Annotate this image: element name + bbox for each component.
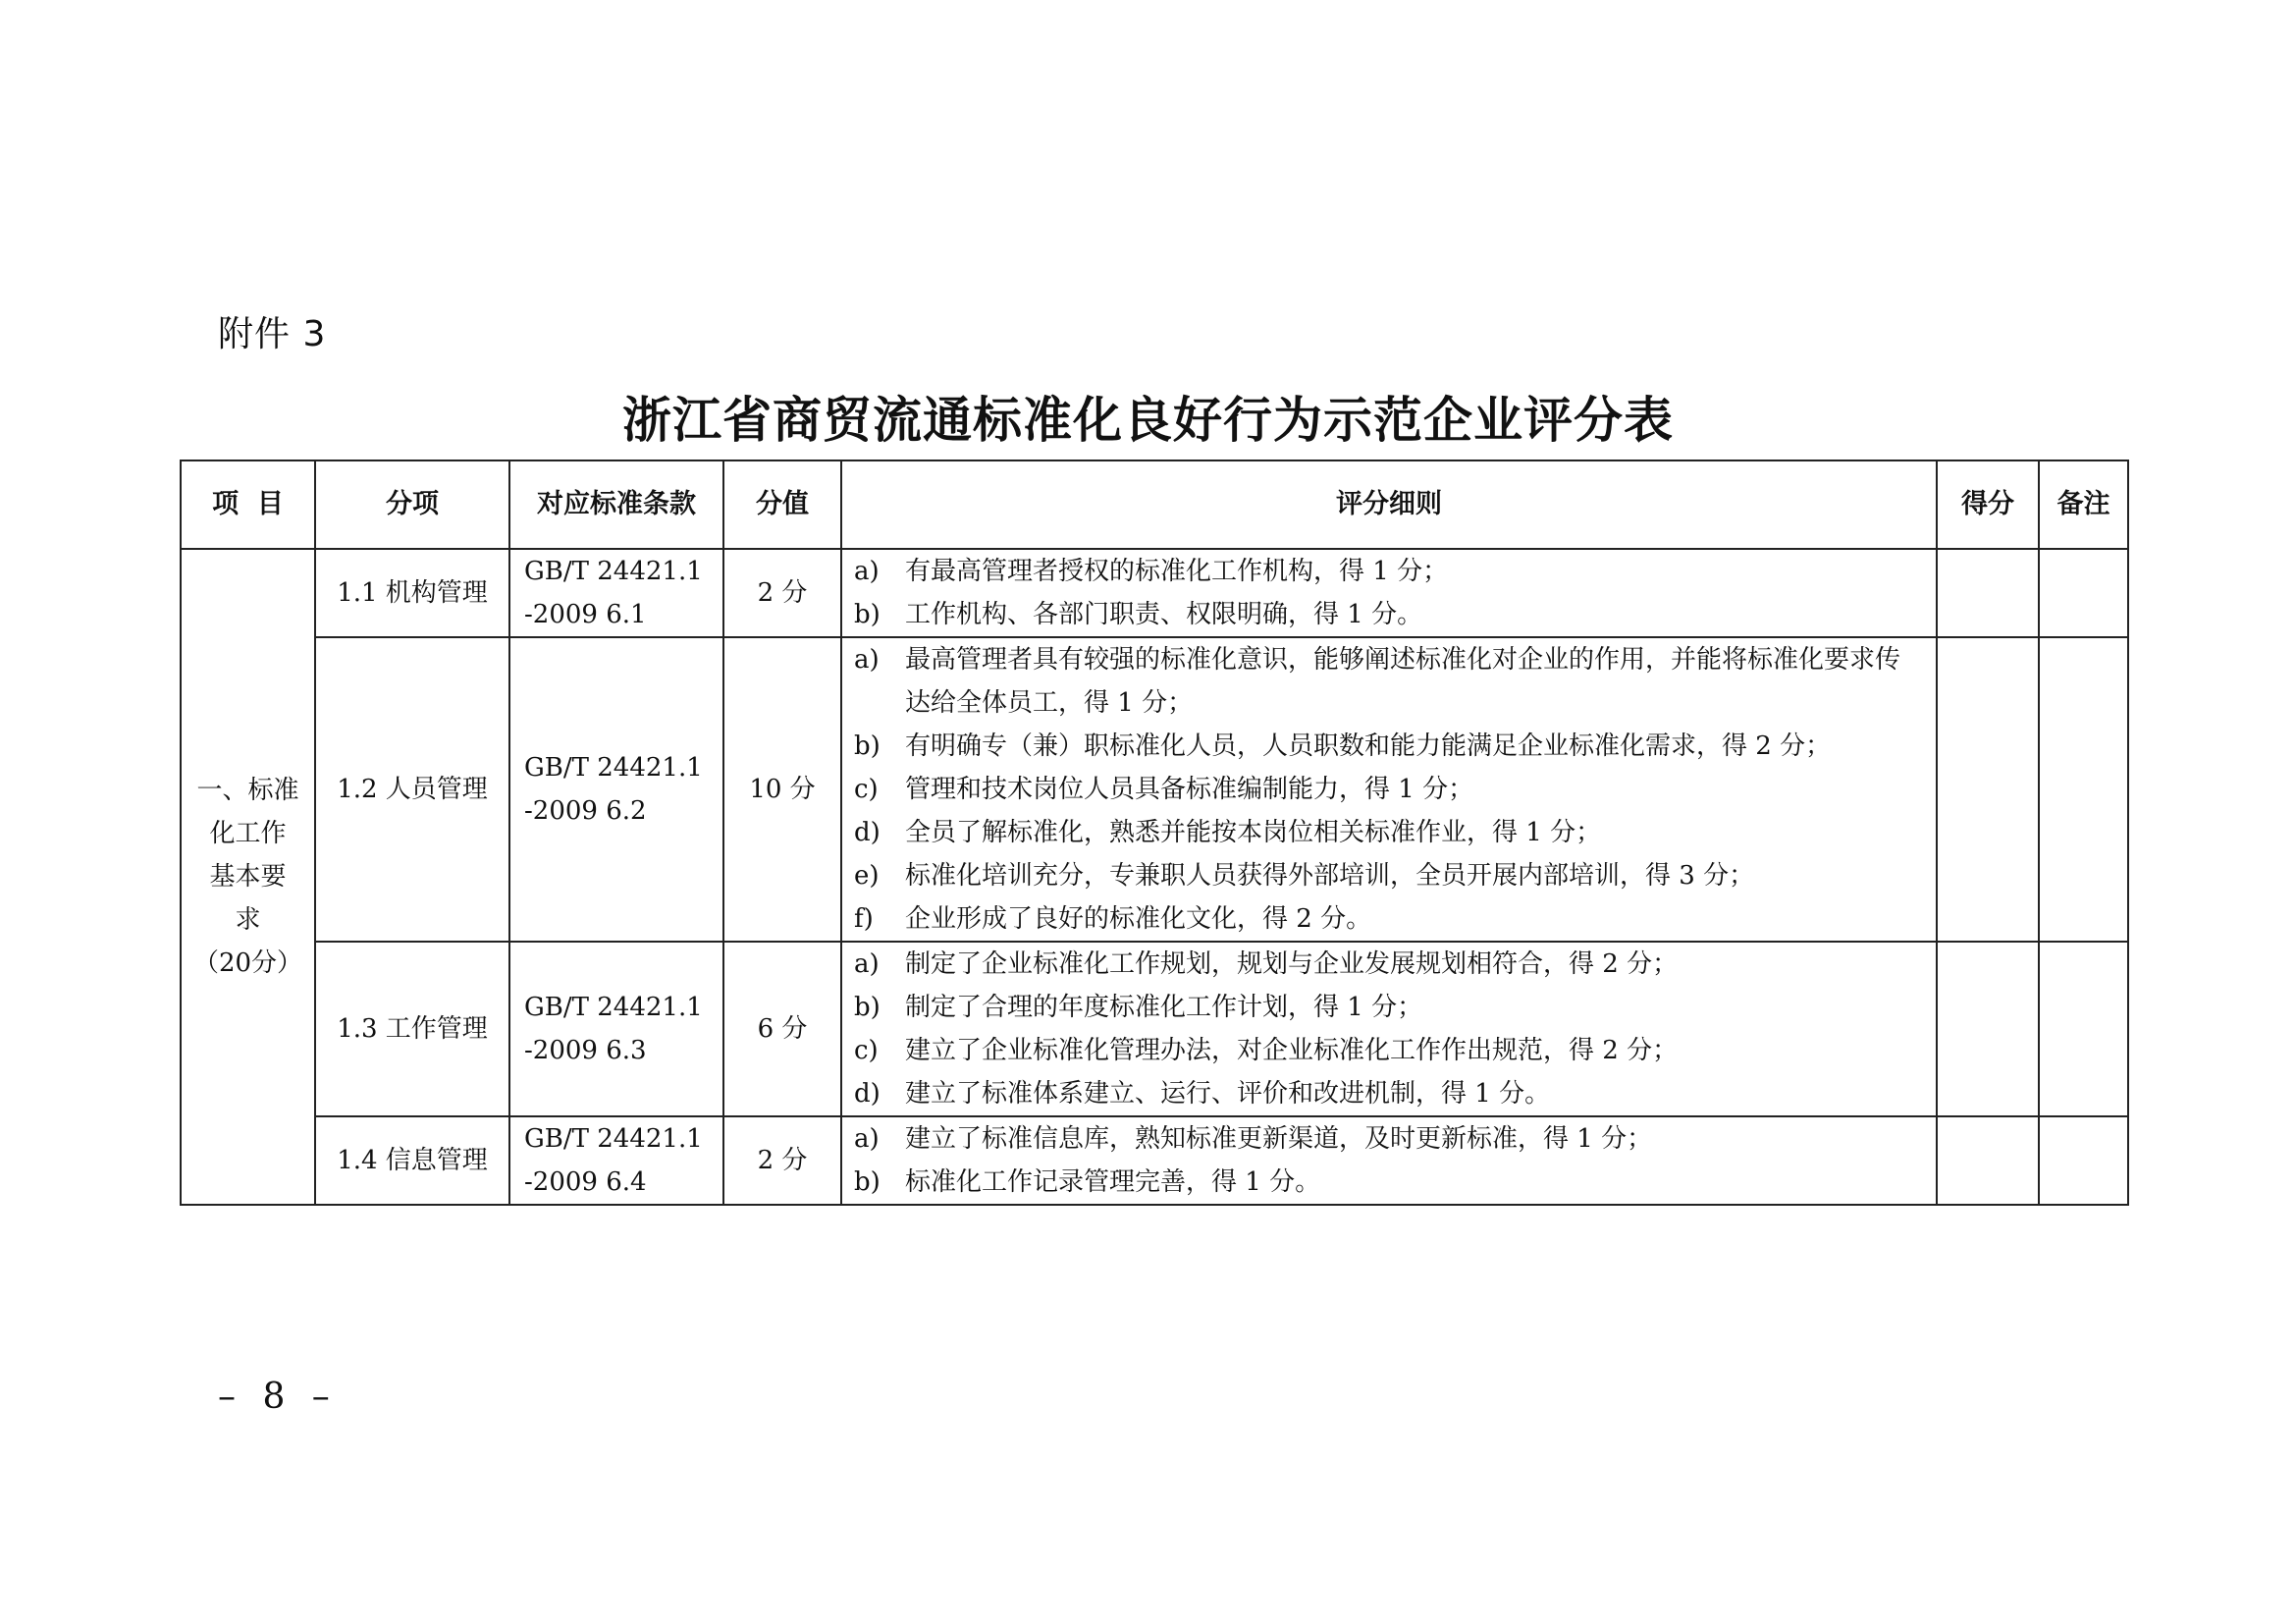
rules-cell bbox=[841, 1116, 1937, 1205]
sub-item-cell: 1.1 机构管理 bbox=[315, 549, 509, 637]
rules-cell bbox=[841, 549, 1937, 637]
points-cell: 6 分 bbox=[723, 942, 841, 1116]
standard-line: -2009 6.1 bbox=[524, 600, 647, 629]
rule-item bbox=[854, 811, 1922, 854]
section-line: 化工作 bbox=[209, 819, 287, 848]
rules-cell bbox=[841, 637, 1937, 942]
standard-cell bbox=[509, 942, 723, 1116]
sub-item-cell: 1.4 信息管理 bbox=[315, 1116, 509, 1205]
rule-text: 全员了解标准化，熟悉并能按本岗位相关标准作业，得 1 分； bbox=[905, 818, 1602, 847]
rule-item bbox=[854, 725, 1922, 768]
rules-cell bbox=[841, 942, 1937, 1116]
rule-text: 标准化工作记录管理完善，得 1 分。 bbox=[905, 1167, 1321, 1197]
rule-text: 建立了标准体系建立、运行、评价和改进机制，得 1 分。 bbox=[905, 1079, 1551, 1109]
scoring-table bbox=[180, 460, 2129, 1206]
table-body bbox=[181, 549, 2128, 1205]
table-header-row bbox=[181, 460, 2128, 549]
rule-item bbox=[854, 897, 1922, 941]
standard-line: GB/T 24421.1 bbox=[524, 753, 703, 783]
rule-label: f) bbox=[854, 904, 874, 934]
rule-label: a) bbox=[854, 645, 880, 675]
rule-text: 工作机构、各部门职责、权限明确，得 1 分。 bbox=[905, 600, 1423, 629]
score-cell[interactable] bbox=[1937, 549, 2039, 637]
standard-line: -2009 6.4 bbox=[524, 1167, 647, 1197]
attachment-label: 附件 3 bbox=[218, 314, 327, 354]
header-points: 分值 bbox=[723, 460, 841, 549]
header-score: 得分 bbox=[1937, 460, 2039, 549]
rule-label: b) bbox=[854, 731, 881, 761]
rule-label: c) bbox=[854, 1036, 879, 1065]
table-row bbox=[181, 549, 2128, 637]
rule-text: 制定了合理的年度标准化工作计划，得 1 分； bbox=[905, 993, 1423, 1022]
rule-item bbox=[854, 1117, 1922, 1161]
standard-line: GB/T 24421.1 bbox=[524, 993, 703, 1022]
rule-label: b) bbox=[854, 1167, 881, 1197]
sub-item-cell: 1.3 工作管理 bbox=[315, 942, 509, 1116]
standard-cell bbox=[509, 637, 723, 942]
rule-text: 有最高管理者授权的标准化工作机构，得 1 分； bbox=[905, 557, 1449, 586]
standard-line: -2009 6.2 bbox=[524, 796, 647, 826]
header-item: 项 目 bbox=[181, 460, 315, 549]
section-line: （20分） bbox=[192, 948, 303, 978]
rule-item bbox=[854, 593, 1922, 636]
points-cell: 2 分 bbox=[723, 1116, 841, 1205]
standard-cell bbox=[509, 1116, 723, 1205]
score-cell[interactable] bbox=[1937, 1116, 2039, 1205]
sub-item-cell: 1.2 人员管理 bbox=[315, 637, 509, 942]
remark-cell[interactable] bbox=[2039, 1116, 2128, 1205]
score-cell[interactable] bbox=[1937, 942, 2039, 1116]
rule-item bbox=[854, 768, 1922, 811]
header-rules: 评分细则 bbox=[841, 460, 1937, 549]
points-cell: 10 分 bbox=[723, 637, 841, 942]
section-cell bbox=[181, 549, 315, 1205]
page-number: – 8 – bbox=[218, 1377, 338, 1417]
rule-text: 建立了标准信息库，熟知标准更新渠道，及时更新标准，得 1 分； bbox=[905, 1124, 1653, 1154]
rule-text: 管理和技术岗位人员具备标准编制能力，得 1 分； bbox=[905, 775, 1474, 804]
rule-item bbox=[854, 986, 1922, 1029]
table-row bbox=[181, 1116, 2128, 1205]
rule-label: b) bbox=[854, 993, 881, 1022]
standard-line: GB/T 24421.1 bbox=[524, 1124, 703, 1154]
rule-item bbox=[854, 550, 1922, 593]
score-cell[interactable] bbox=[1937, 637, 2039, 942]
document-title: 浙江省商贸流通标准化良好行为示范企业评分表 bbox=[622, 391, 1674, 449]
remark-cell[interactable] bbox=[2039, 942, 2128, 1116]
header-standard: 对应标准条款 bbox=[509, 460, 723, 549]
rule-label: a) bbox=[854, 1124, 880, 1154]
rule-text: 最高管理者具有较强的标准化意识，能够阐述标准化对企业的作用，并能将标准化要求传达给全体员工，得 1 分； bbox=[905, 645, 1901, 718]
table-row bbox=[181, 942, 2128, 1116]
rule-text: 有明确专（兼）职标准化人员，人员职数和能力能满足企业标准化需求，得 2 分； bbox=[905, 731, 1832, 761]
rule-item bbox=[854, 1072, 1922, 1115]
rule-label: a) bbox=[854, 557, 880, 586]
standard-line: -2009 6.3 bbox=[524, 1036, 647, 1065]
section-line: 求 bbox=[235, 905, 261, 935]
standard-line: GB/T 24421.1 bbox=[524, 557, 703, 586]
header-remark: 备注 bbox=[2039, 460, 2128, 549]
rule-label: a) bbox=[854, 949, 880, 979]
rule-text: 建立了企业标准化管理办法，对企业标准化工作作出规范，得 2 分； bbox=[905, 1036, 1679, 1065]
rule-label: c) bbox=[854, 775, 879, 804]
remark-cell[interactable] bbox=[2039, 637, 2128, 942]
remark-cell[interactable] bbox=[2039, 549, 2128, 637]
rule-text: 标准化培训充分，专兼职人员获得外部培训，全员开展内部培训，得 3 分； bbox=[905, 861, 1755, 891]
rule-text: 制定了企业标准化工作规划，规划与企业发展规划相符合，得 2 分； bbox=[905, 949, 1679, 979]
rule-item bbox=[854, 1161, 1922, 1204]
rule-label: b) bbox=[854, 600, 881, 629]
header-sub: 分项 bbox=[315, 460, 509, 549]
table-row bbox=[181, 637, 2128, 942]
rule-label: e) bbox=[854, 861, 880, 891]
rule-item bbox=[854, 854, 1922, 897]
rule-item bbox=[854, 943, 1922, 986]
rule-item bbox=[854, 638, 1922, 725]
rule-label: d) bbox=[854, 818, 881, 847]
points-cell: 2 分 bbox=[723, 549, 841, 637]
rule-text: 企业形成了良好的标准化文化，得 2 分。 bbox=[905, 904, 1372, 934]
rule-item bbox=[854, 1029, 1922, 1072]
standard-cell bbox=[509, 549, 723, 637]
section-line: 一、标准 bbox=[196, 776, 299, 805]
rule-label: d) bbox=[854, 1079, 881, 1109]
section-line: 基本要 bbox=[209, 862, 287, 892]
